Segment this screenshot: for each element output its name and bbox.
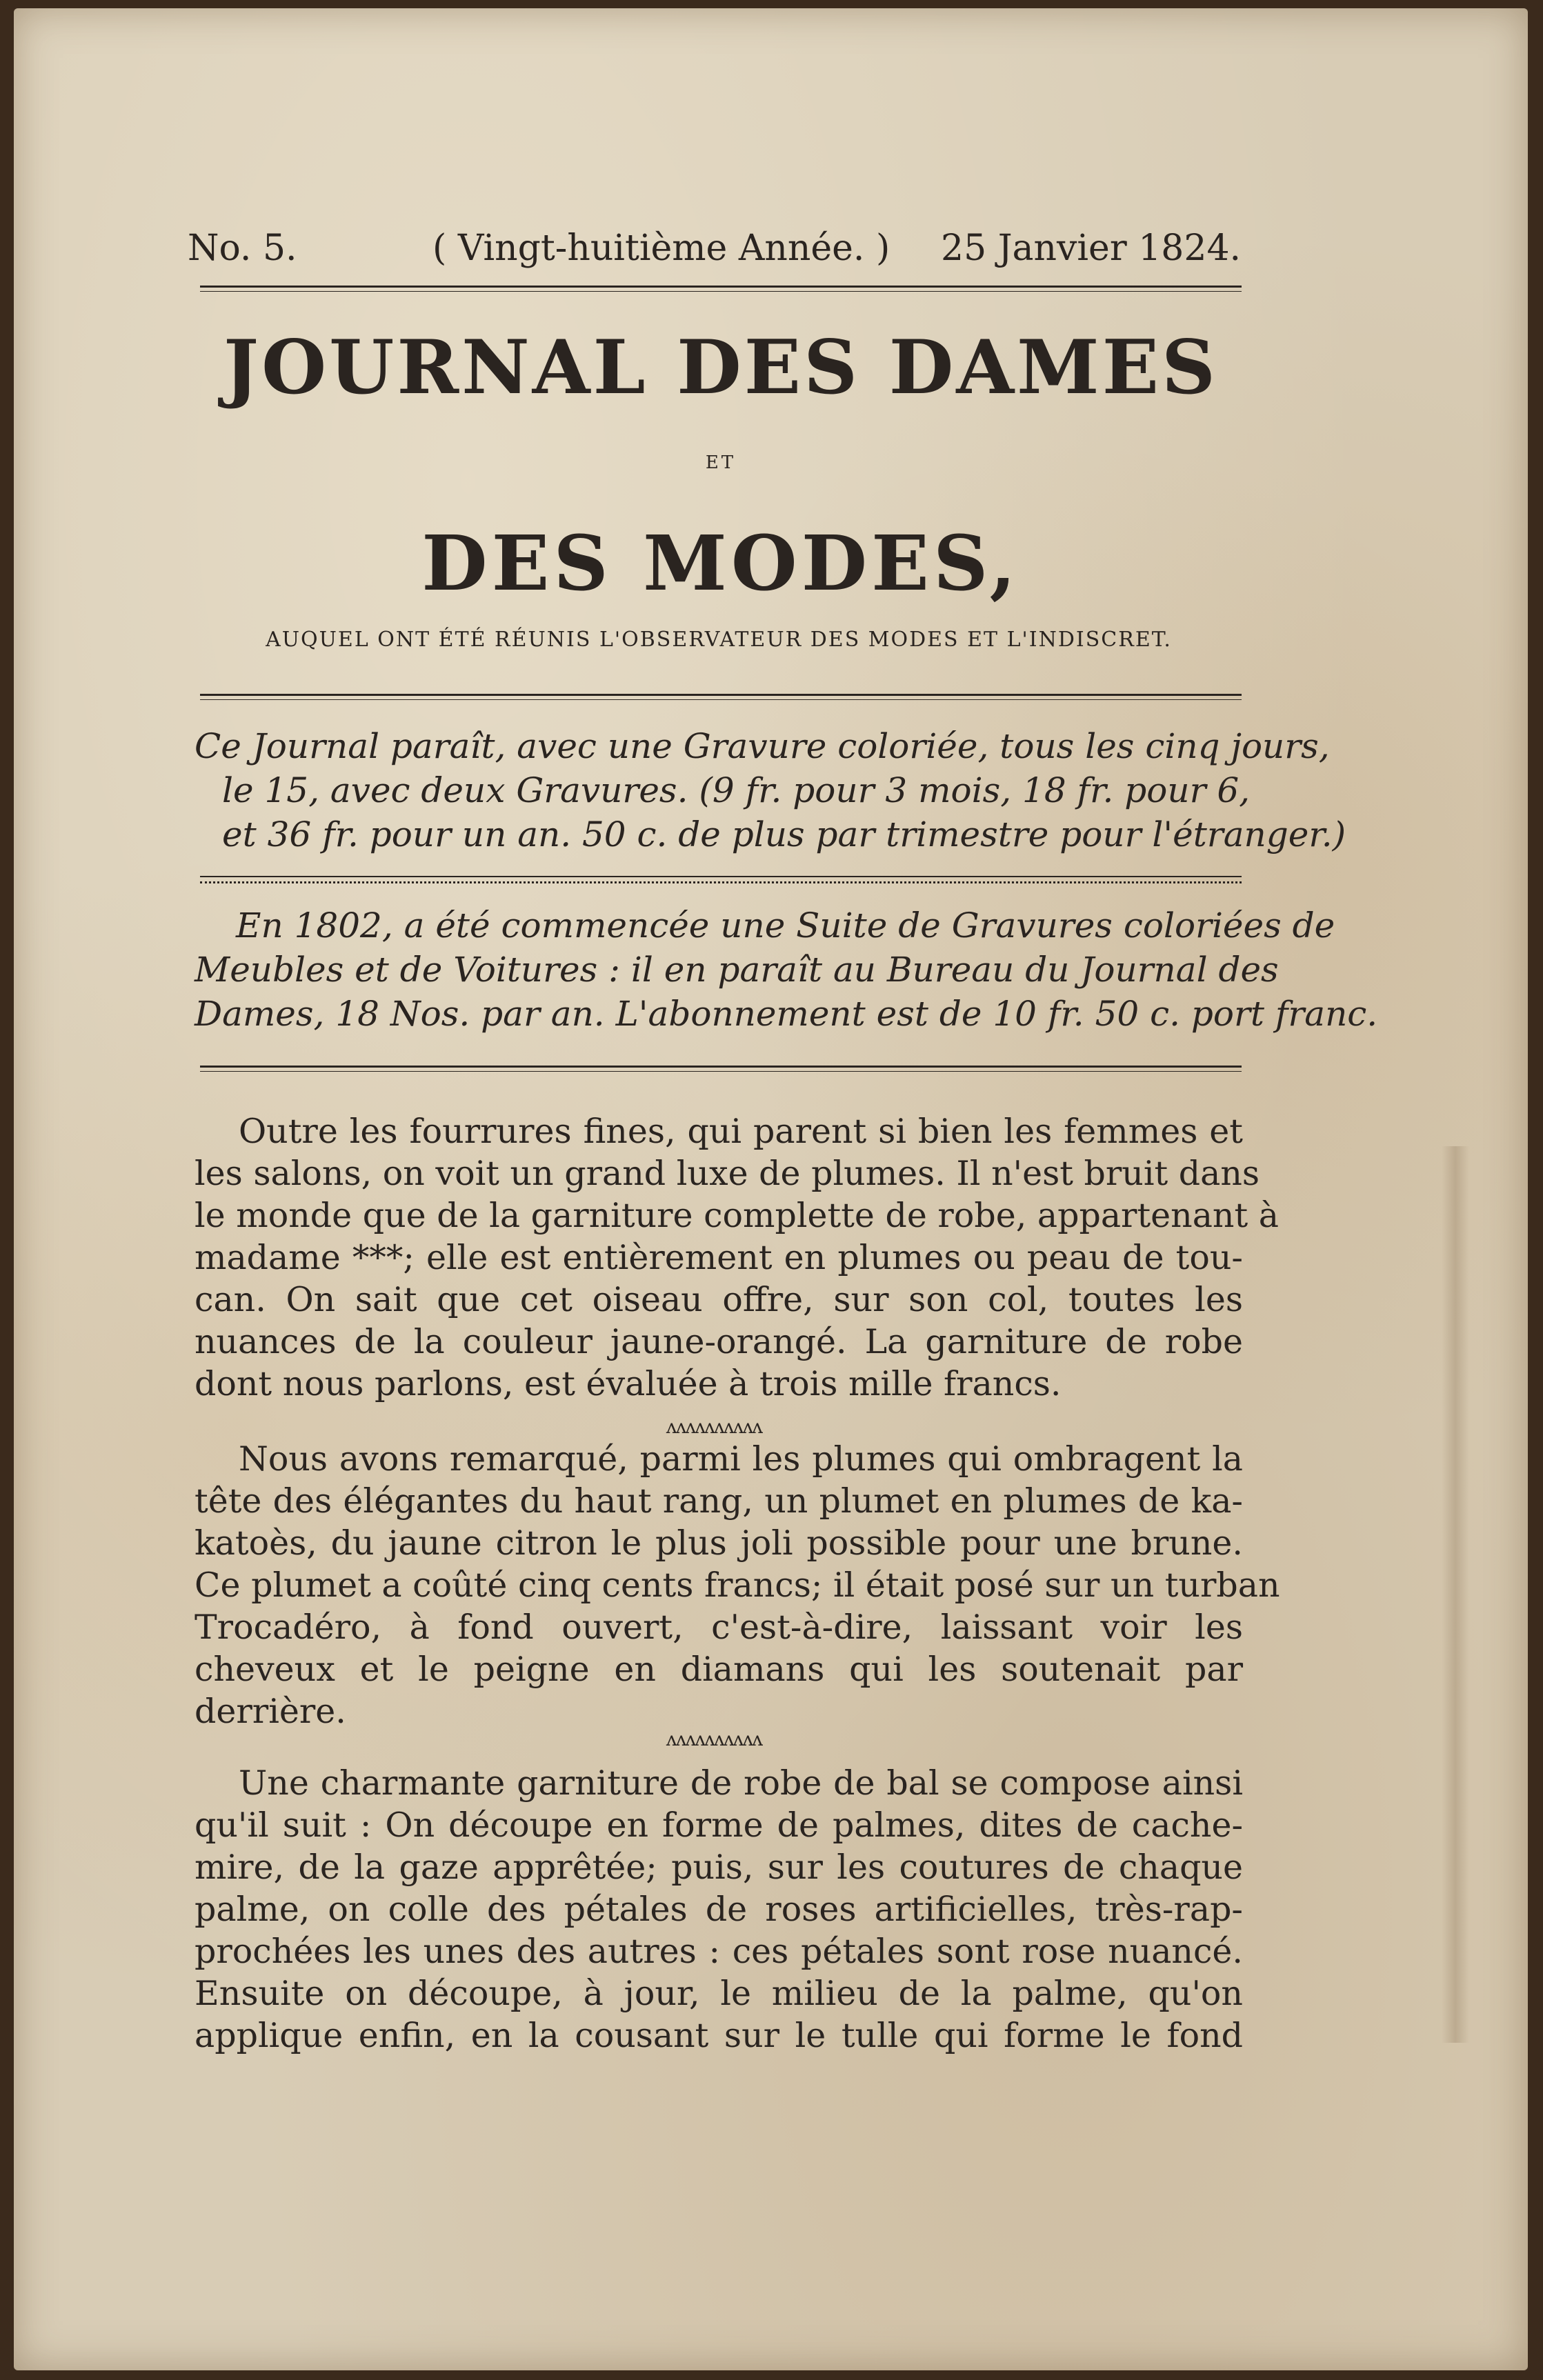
- notice-line: Dames, 18 Nos. par an. L'abonnement est de 10 fr. 50 c. port franc.: [195, 994, 1378, 1034]
- paragraph-line: Ce plumet a coûté cinq cents francs; il était posé sur un turban: [195, 1566, 1280, 1605]
- notice-line: En 1802, a été commencée une Suite de Gravures coloriées de: [236, 906, 1335, 946]
- furniture-engravings-notice: [195, 903, 1378, 1036]
- notice-line: Meubles et de Voitures : il en paraît au Bureau du Journal des: [195, 950, 1279, 990]
- paragraph-line: katoès, du jaune citron le plus joli possible pour une brune.: [195, 1523, 1243, 1563]
- paragraph-line: cheveux et le peigne en diamans qui les soutenait par: [195, 1650, 1243, 1689]
- paragraph-line: prochées les unes des autres : ces pétales sont rose nuancé.: [195, 1932, 1243, 1971]
- article-paragraph-ballgown: [195, 1762, 1243, 2057]
- masthead-conjunction: ET: [705, 452, 737, 473]
- paper-fold-crease: [1442, 1146, 1469, 2043]
- paragraph-line: le monde que de la garniture complette de robe, appartenant à: [195, 1196, 1279, 1235]
- paragraph-line: mire, de la gaze apprêtée; puis, sur les coutures de chaque: [195, 1848, 1243, 1887]
- paragraph-line: qu'il suit : On découpe en forme de palmes, dites de cache-: [195, 1806, 1243, 1845]
- paragraph-line: madame ***; elle est entièrement en plumes ou peau de tou-: [195, 1238, 1243, 1277]
- issue-number: No. 5.: [188, 228, 297, 269]
- paragraph-line: Trocadéro, à fond ouvert, c'est-à-dire, laissant voir les: [195, 1608, 1243, 1647]
- paragraph-line: palme, on colle des pétales de roses artificielles, très-rap-: [195, 1890, 1243, 1929]
- article-paragraph-plumes: [195, 1438, 1280, 1732]
- issue-year: ( Vingt-huitième Année. ): [432, 228, 890, 269]
- notice-line: et 36 fr. pour un an. 50 c. de plus par trimestre pour l'étranger.): [222, 814, 1346, 854]
- paragraph-line: Outre les fourrures fines, qui parent si bien les femmes et: [239, 1112, 1243, 1151]
- paragraph-line: applique enfin, en la cousant sur le tulle qui forme le fond: [195, 2016, 1243, 2055]
- section-divider-ornament: ʌʌʌʌʌʌʌʌʌʌ: [666, 1415, 762, 1438]
- paragraph-line: tête des élégantes du haut rang, un plumet en plumes de ka-: [195, 1481, 1243, 1521]
- notice-line: le 15, avec deux Gravures. (9 fr. pour 3 mois, 18 fr. pour 6,: [222, 770, 1251, 810]
- subscription-notice: [195, 724, 1346, 857]
- paragraph-line: les salons, on voit un grand luxe de plumes. Il n'est bruit dans: [195, 1154, 1260, 1193]
- masthead-subtitle: AUQUEL ONT ÉTÉ RÉUNIS L'OBSERVATEUR DES MODES ET L'INDISCRET.: [266, 628, 1172, 652]
- paragraph-line: Une charmante garniture de robe de bal se compose ainsi: [239, 1763, 1243, 1803]
- paragraph-line: can. On sait que cet oiseau offre, sur son col, toutes les: [195, 1280, 1243, 1319]
- paragraph-line: nuances de la couleur jaune-orangé. La garniture de robe: [195, 1322, 1243, 1361]
- header-rule: [200, 286, 1242, 292]
- article-paragraph-furs: [195, 1110, 1279, 1405]
- masthead-title-line1: JOURNAL DES DAMES: [223, 324, 1219, 411]
- paragraph-line: Ensuite on découpe, à jour, le milieu de la palme, qu'on: [195, 1974, 1243, 2013]
- issue-date: 25 Janvier 1824.: [941, 228, 1242, 269]
- paragraph-line: Nous avons remarqué, parmi les plumes qui ombragent la: [239, 1439, 1243, 1479]
- notice-bottom-rule: [200, 1066, 1242, 1072]
- section-divider-ornament: ʌʌʌʌʌʌʌʌʌʌ: [666, 1728, 762, 1750]
- notice-separator: [200, 876, 1242, 883]
- paragraph-line: derrière.: [195, 1692, 346, 1731]
- paragraph-line: dont nous parlons, est évaluée à trois mille francs.: [195, 1364, 1062, 1403]
- masthead-title-line2: DES MODES,: [421, 519, 1020, 608]
- masthead-rule: [200, 694, 1242, 700]
- issue-header: [188, 228, 1242, 276]
- notice-line: Ce Journal paraît, avec une Gravure coloriée, tous les cinq jours,: [195, 726, 1330, 766]
